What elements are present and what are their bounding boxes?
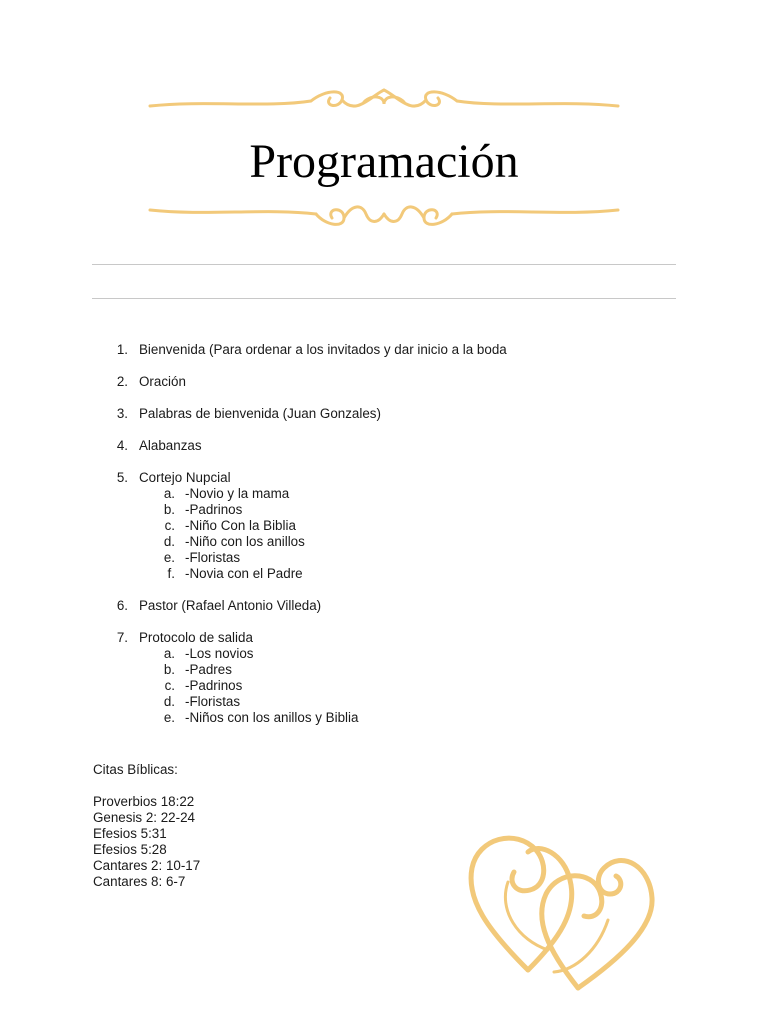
program-item: [0, 630, 768, 646]
program-item-text: Alabanzas: [139, 438, 202, 453]
program-subitem: [0, 534, 768, 550]
subitem-letter: e.: [163, 550, 175, 565]
divider-rule: [92, 264, 676, 265]
program-subitem: [0, 710, 768, 726]
divider-rule: [92, 298, 676, 299]
subitem-text: -Padrinos: [185, 678, 243, 693]
subitem-text: -Novio y la mama: [185, 486, 290, 501]
citas-list: [93, 794, 201, 889]
program-item: [0, 406, 768, 422]
program-subitem: [0, 662, 768, 678]
program-subitem: [0, 518, 768, 534]
subitem-letter: b.: [163, 502, 175, 517]
program-item-number: 1.: [116, 342, 128, 357]
subitem-letter: f.: [167, 566, 175, 581]
subitem-letter: c.: [164, 518, 175, 533]
program-item-number: 5.: [116, 470, 128, 485]
cita-ref: Proverbios 18:22: [93, 794, 195, 809]
program-subitem: [0, 550, 768, 566]
program-item: [0, 374, 768, 390]
subitem-text: -Niño Con la Biblia: [185, 518, 296, 533]
subitem-text: -Padrinos: [185, 502, 243, 517]
program-item-number: 3.: [116, 406, 128, 421]
program-item-text: Bienvenida (Para ordenar a los invitados y dar inicio a la boda: [139, 342, 507, 357]
subitem-letter: a.: [163, 646, 175, 661]
subitem-text: -Niño con los anillos: [185, 534, 305, 549]
cita-ref: Efesios 5:31: [93, 826, 167, 841]
page-title: Programación: [249, 135, 519, 188]
program-item-number: 4.: [116, 438, 128, 453]
top-flourish-icon: [146, 84, 622, 120]
subitem-text: -Padres: [185, 662, 232, 677]
program-list: [0, 342, 768, 726]
program-item-number: 6.: [116, 598, 128, 613]
subitem-letter: c.: [164, 678, 175, 693]
citas-heading: Citas Bíblicas:: [93, 762, 178, 777]
subitem-letter: b.: [163, 662, 175, 677]
program-subitem: [0, 694, 768, 710]
cita-ref: Efesios 5:28: [93, 842, 167, 857]
program-subitem: [0, 566, 768, 582]
program-item: [0, 342, 768, 358]
subitem-letter: e.: [163, 710, 175, 725]
subitem-text: -Floristas: [185, 550, 241, 565]
subitem-text: -Niños con los anillos y Biblia: [185, 710, 359, 725]
program-subitem: [0, 646, 768, 662]
cita-ref: Cantares 8: 6-7: [93, 874, 186, 889]
program-item-number: 7.: [116, 630, 128, 645]
program-item-text: Protocolo de salida: [139, 630, 253, 645]
bottom-flourish-icon: [146, 196, 622, 232]
intertwined-hearts-icon: [458, 820, 678, 1000]
program-item: [0, 438, 768, 454]
subitem-text: -Los novios: [185, 646, 254, 661]
subitem-text: -Floristas: [185, 694, 241, 709]
citas-biblicas: [93, 762, 201, 889]
program-item-text: Palabras de bienvenida (Juan Gonzales): [139, 406, 381, 421]
program-item: [0, 598, 768, 614]
program-subitem: [0, 486, 768, 502]
program-subitem: [0, 678, 768, 694]
program-item-text: Cortejo Nupcial: [139, 470, 231, 485]
subitem-letter: d.: [163, 534, 175, 549]
subitem-letter: d.: [163, 694, 175, 709]
subitem-text: -Novia con el Padre: [185, 566, 303, 581]
subitem-letter: a.: [163, 486, 175, 501]
cita-ref: Genesis 2: 22-24: [93, 810, 195, 825]
program-subitem: [0, 502, 768, 518]
program-item-number: 2.: [116, 374, 128, 389]
program-item: [0, 470, 768, 486]
program-item-text: Oración: [139, 374, 186, 389]
cita-ref: Cantares 2: 10-17: [93, 858, 201, 873]
program-item-text: Pastor (Rafael Antonio Villeda): [139, 598, 322, 613]
